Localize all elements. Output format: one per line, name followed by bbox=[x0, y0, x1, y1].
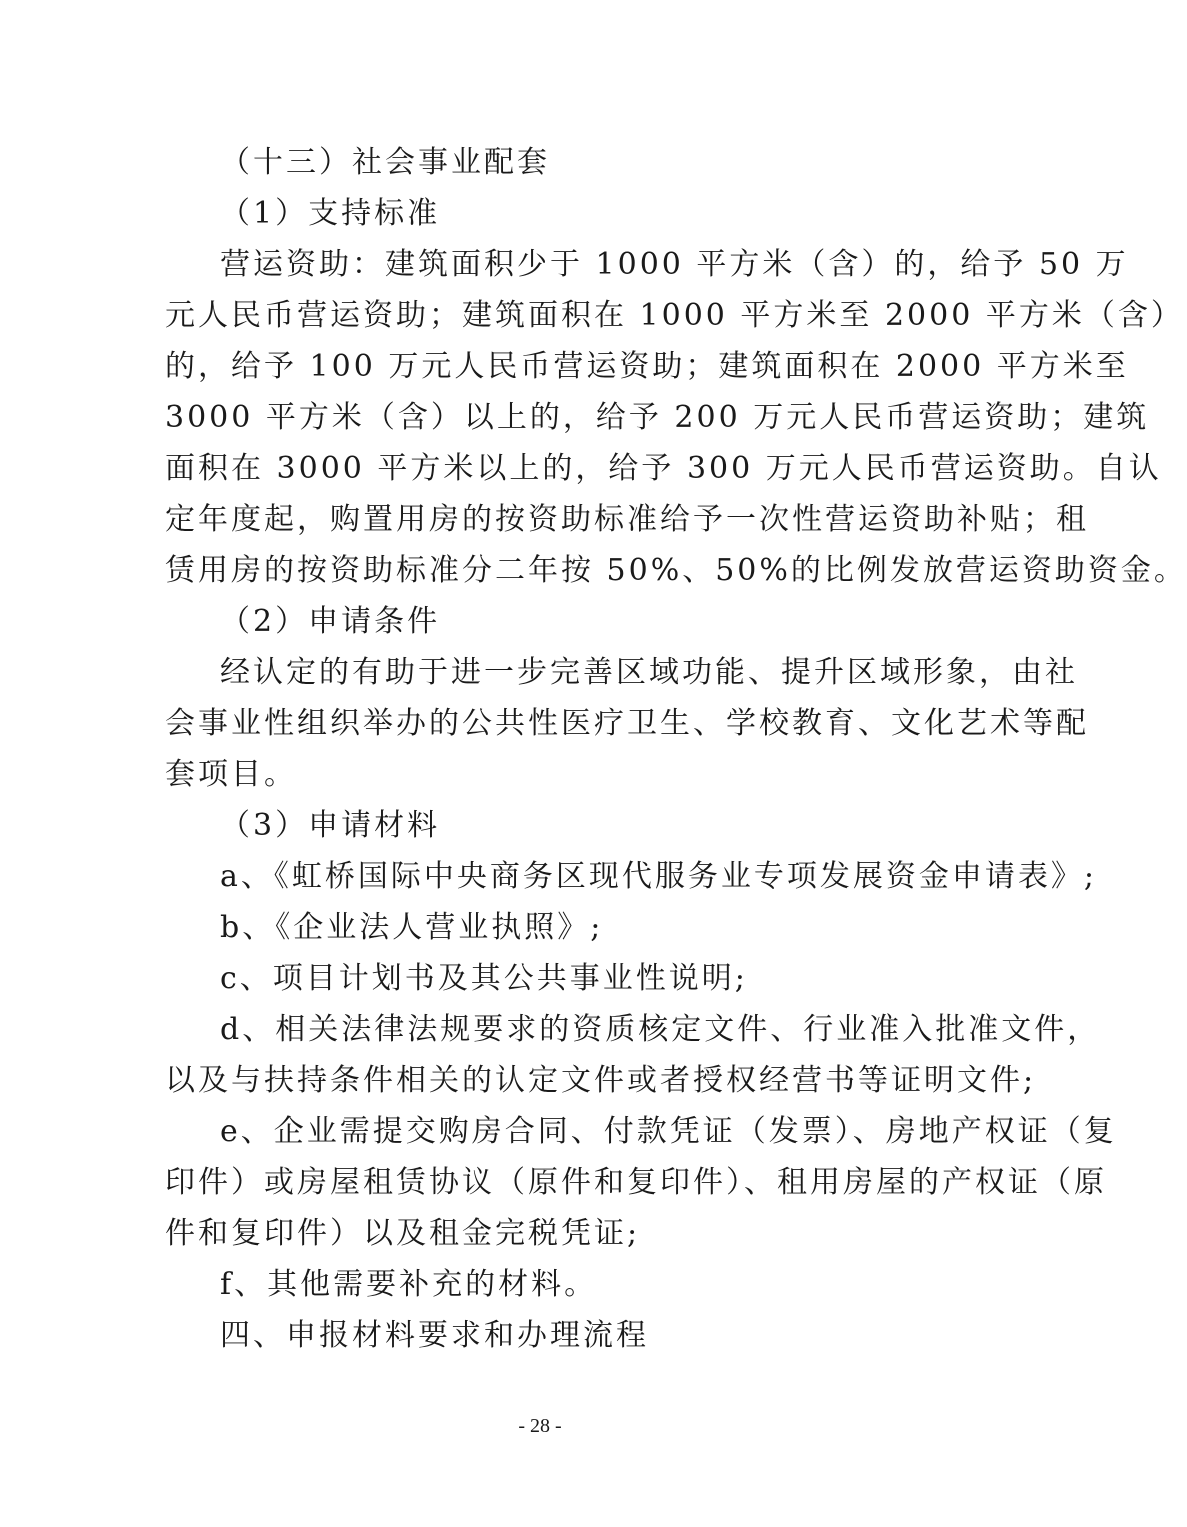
list-item: f、其他需要补充的材料。 bbox=[220, 1267, 598, 1302]
paragraph-line: 定年度起，购置用房的按资助标准给予一次性营运资助补贴；租 bbox=[165, 502, 1089, 537]
paragraph-line: 元人民币营运资助；建筑面积在 1000 平方米至 2000 平方米（含） bbox=[165, 298, 1184, 333]
materials-heading: （3）申请材料 bbox=[220, 808, 441, 843]
list-item: a、《虹桥国际中央商务区现代服务业专项发展资金申请表》; bbox=[220, 859, 1097, 894]
paragraph-line: 套项目。 bbox=[165, 757, 297, 792]
support-standard-heading: （1）支持标准 bbox=[220, 196, 441, 231]
paragraph-line: 面积在 3000 平方米以上的，给予 300 万元人民币营运资助。自认 bbox=[165, 451, 1162, 486]
paragraph-line: 3000 平方米（含）以上的，给予 200 万元人民币营运资助；建筑 bbox=[165, 400, 1150, 435]
list-item: b、《企业法人营业执照》; bbox=[220, 910, 604, 945]
paragraph-line: 赁用房的按资助标准分二年按 50%、50%的比例发放营运资助资金。 bbox=[165, 553, 1187, 588]
paragraph-line: 经认定的有助于进一步完善区域功能、提升区域形象，由社 bbox=[220, 655, 1078, 690]
paragraph-line: 的，给予 100 万元人民币营运资助；建筑面积在 2000 平方米至 bbox=[165, 349, 1129, 384]
list-item: 以及与扶持条件相关的认定文件或者授权经营书等证明文件; bbox=[165, 1063, 1037, 1098]
list-item: e、企业需提交购房合同、付款凭证（发票）、房地产权证（复 bbox=[220, 1114, 1117, 1149]
list-item: c、项目计划书及其公共事业性说明; bbox=[220, 961, 748, 996]
list-item: 印件）或房屋租赁协议（原件和复印件）、租用房屋的产权证（原 bbox=[165, 1165, 1107, 1200]
list-item: 件和复印件）以及租金完税凭证; bbox=[165, 1216, 641, 1251]
next-section-heading: 四、申报材料要求和办理流程 bbox=[220, 1318, 649, 1353]
paragraph-line: 营运资助：建筑面积少于 1000 平方米（含）的，给予 50 万 bbox=[220, 247, 1129, 282]
list-item: d、相关法律法规要求的资质核定文件、行业准入批准文件， bbox=[220, 1012, 1101, 1047]
paragraph-line: 会事业性组织举办的公共性医疗卫生、学校教育、文化艺术等配 bbox=[165, 706, 1089, 741]
section-heading: （十三）社会事业配套 bbox=[220, 145, 550, 180]
conditions-heading: （2）申请条件 bbox=[220, 604, 441, 639]
page-number: - 28 - bbox=[518, 1415, 562, 1437]
